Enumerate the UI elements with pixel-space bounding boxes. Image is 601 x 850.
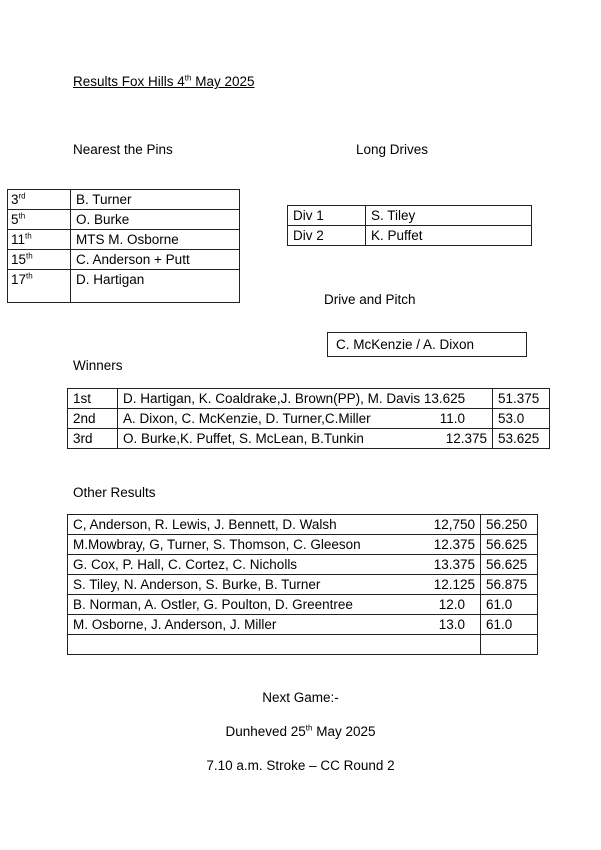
total-cell: 56.625 <box>481 535 538 555</box>
empty-cell <box>68 635 481 655</box>
team-names: B. Norman, A. Ostler, G. Poulton, D. Greentree <box>73 597 353 612</box>
table-row <box>8 190 240 210</box>
handicap-value: 13.0 <box>438 617 465 632</box>
handicap-value: 12,750 <box>433 517 475 532</box>
total-cell: 51.375 <box>493 389 550 409</box>
team-cell <box>68 535 481 555</box>
name-cell: B. Turner <box>71 190 240 210</box>
team-cell <box>118 389 493 409</box>
handicap-value: 12.375 <box>433 537 475 552</box>
next-game-details: 7.10 a.m. Stroke – CC Round 2 <box>206 758 395 773</box>
table-row <box>8 250 240 270</box>
total-cell: 56.875 <box>481 575 538 595</box>
name-cell: O. Burke <box>71 210 240 230</box>
total-cell: 56.625 <box>481 555 538 575</box>
team-cell <box>68 555 481 575</box>
drive-pitch-value: C. McKenzie / A. Dixon <box>328 333 527 357</box>
hole-cell: 3rd <box>8 190 71 210</box>
team-cell <box>68 515 481 535</box>
handicap-value: 11.0 <box>439 411 465 426</box>
name-cell: MTS M. Osborne <box>71 230 240 250</box>
total-cell: 53.0 <box>493 409 550 429</box>
nearest-pins-heading: Nearest the Pins <box>73 142 173 157</box>
team-names: M.Mowbray, G, Turner, S. Thomson, C. Gleeson <box>73 537 361 552</box>
team-cell <box>68 595 481 615</box>
empty-cell <box>481 635 538 655</box>
team-names: G. Cox, P. Hall, C. Cortez, C. Nicholls <box>73 557 298 572</box>
name-cell: K. Puffet <box>366 226 532 246</box>
nearest-pins-table <box>7 189 240 303</box>
table-row <box>288 226 532 246</box>
team-cell <box>68 575 481 595</box>
team-cell <box>118 409 493 429</box>
next-game-venue: Dunheved 25th May 2025 <box>225 723 376 739</box>
long-drives-heading: Long Drives <box>356 142 429 157</box>
winners-table <box>67 388 550 449</box>
hole-cell: 11th <box>8 230 71 250</box>
team-cell <box>118 429 493 449</box>
position-cell: 1st <box>68 389 118 409</box>
table-row <box>68 575 538 595</box>
team-names: A. Dixon, C. McKenzie, D. Turner,C.Miller <box>123 411 371 426</box>
name-cell: C. Anderson + Putt <box>71 250 240 270</box>
table-row <box>8 270 240 303</box>
handicap-value: 12.125 <box>433 577 475 592</box>
handicap-value: 13.375 <box>433 557 475 572</box>
table-row <box>68 409 550 429</box>
table-row <box>68 555 538 575</box>
table-row <box>8 230 240 250</box>
table-row <box>288 206 532 226</box>
total-cell: 61.0 <box>481 595 538 615</box>
page-title: Results Fox Hills 4th May 2025 <box>73 73 255 89</box>
team-cell <box>68 615 481 635</box>
total-cell: 61.0 <box>481 615 538 635</box>
team-names: S. Tiley, N. Anderson, S. Burke, B. Turner <box>73 577 321 592</box>
team-names: C, Anderson, R. Lewis, J. Bennett, D. Walsh <box>73 517 337 532</box>
next-game-heading: Next Game:- <box>262 690 339 705</box>
other-results-table <box>67 514 538 655</box>
winners-heading: Winners <box>73 358 123 373</box>
handicap-value: 12.0 <box>438 597 465 612</box>
drive-pitch-box <box>327 332 527 357</box>
table-row <box>68 429 550 449</box>
table-row <box>68 595 538 615</box>
name-cell: D. Hartigan <box>71 270 240 303</box>
hole-cell: 5th <box>8 210 71 230</box>
handicap-value: 12.375 <box>445 431 487 446</box>
drive-pitch-heading: Drive and Pitch <box>324 292 416 307</box>
table-row <box>68 515 538 535</box>
table-row <box>68 635 538 655</box>
position-cell: 3rd <box>68 429 118 449</box>
table-row <box>8 210 240 230</box>
division-cell: Div 2 <box>288 226 366 246</box>
table-row <box>68 615 538 635</box>
other-results-heading: Other Results <box>73 485 156 500</box>
hole-cell: 17th <box>8 270 71 303</box>
table-row <box>328 333 527 357</box>
position-cell: 2nd <box>68 409 118 429</box>
long-drives-table <box>287 205 532 246</box>
team-names: M. Osborne, J. Anderson, J. Miller <box>73 617 277 632</box>
table-row <box>68 389 550 409</box>
table-row <box>68 535 538 555</box>
division-cell: Div 1 <box>288 206 366 226</box>
handicap-value: 13.625 <box>423 391 466 406</box>
team-names: O. Burke,K. Puffet, S. McLean, B.Tunkin <box>123 431 364 446</box>
total-cell: 56.250 <box>481 515 538 535</box>
total-cell: 53.625 <box>493 429 550 449</box>
team-names: D. Hartigan, K. Coaldrake,J. Brown(PP), M. Davis <box>123 391 421 406</box>
name-cell: S. Tiley <box>366 206 532 226</box>
hole-cell: 15th <box>8 250 71 270</box>
